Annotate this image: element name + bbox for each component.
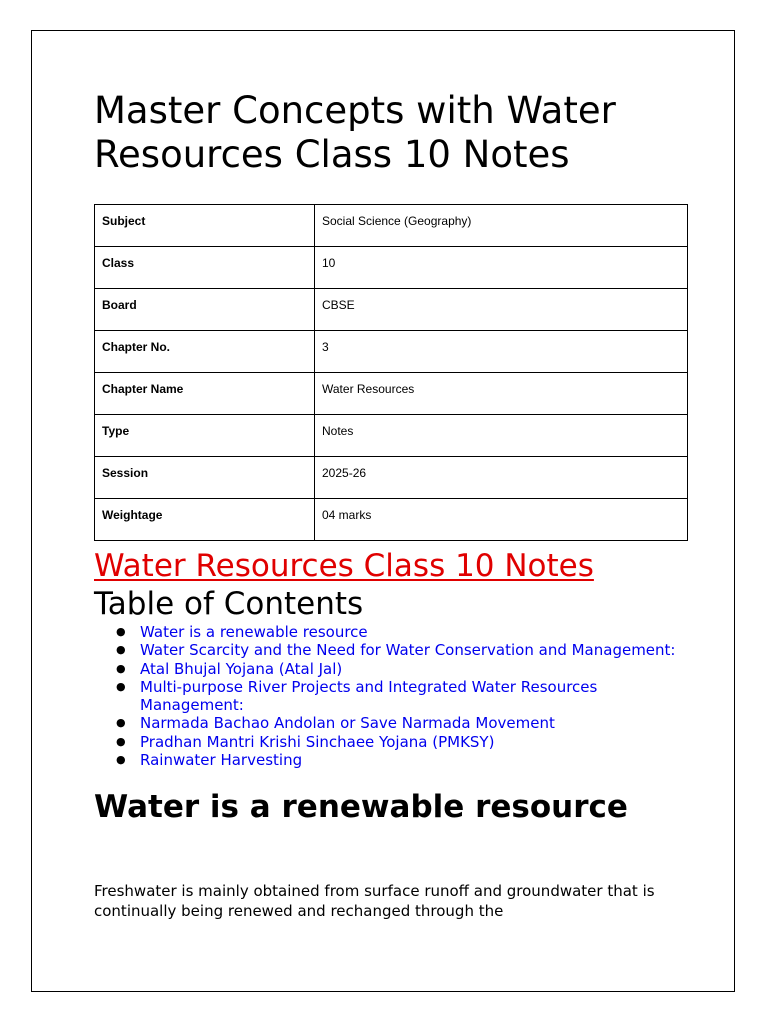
- bullet-dot-icon: ●: [116, 679, 126, 693]
- table-key: Subject: [95, 205, 315, 247]
- bullet-dot-icon: ●: [116, 734, 126, 748]
- table-key: Chapter No.: [95, 331, 315, 373]
- table-key: Type: [95, 415, 315, 457]
- toc-link[interactable]: Narmada Bachao Andolan or Save Narmada Movement: [140, 714, 555, 733]
- bullet-dot-icon: ●: [116, 753, 126, 767]
- table-key: Weightage: [95, 499, 315, 541]
- toc-link[interactable]: Rainwater Harvesting: [140, 751, 303, 770]
- table-key: Chapter Name: [95, 373, 315, 415]
- toc-item: [116, 623, 694, 641]
- toc-item: [116, 641, 694, 660]
- document-page: [31, 30, 735, 992]
- table-key: Session: [95, 457, 315, 499]
- table-value: 10: [315, 247, 688, 289]
- table-row: [95, 457, 688, 499]
- bullet-dot-icon: ●: [116, 661, 126, 675]
- document-title: Master Concepts with Water Resources Class 10 Notes: [94, 89, 616, 176]
- table-row: [95, 499, 688, 541]
- toc-link[interactable]: Water is a renewable resource: [140, 623, 368, 641]
- table-row: [95, 331, 688, 373]
- table-row: [95, 415, 688, 457]
- toc-item: [116, 659, 694, 678]
- table-value: Notes: [315, 415, 688, 457]
- table-value: 04 marks: [315, 499, 688, 541]
- toc-list: [94, 623, 694, 769]
- toc-title: Table of Contents: [94, 586, 364, 622]
- toc-link[interactable]: Water Scarcity and the Need for Water Conservation and Management:: [140, 641, 676, 660]
- table-key: Board: [95, 289, 315, 331]
- table-row: [95, 373, 688, 415]
- table-value: Social Science (Geography): [315, 205, 688, 247]
- table-row: [95, 289, 688, 331]
- table-row: [95, 247, 688, 289]
- toc-link[interactable]: Atal Bhujal Yojana (Atal Jal): [140, 659, 343, 678]
- table-key: Class: [95, 247, 315, 289]
- table-value: CBSE: [315, 289, 688, 331]
- bullet-dot-icon: ●: [116, 625, 126, 638]
- toc-item: [116, 714, 694, 733]
- section-subheading: Water is a renewable resource: [94, 789, 628, 825]
- toc-item: [116, 751, 694, 770]
- bullet-dot-icon: ●: [116, 643, 126, 657]
- table-value: 3: [315, 331, 688, 373]
- table-row: [95, 205, 688, 247]
- toc-item: [116, 732, 694, 751]
- toc-link[interactable]: Pradhan Mantri Krishi Sinchaee Yojana (PMKSY): [140, 732, 495, 751]
- toc-item: [116, 677, 694, 715]
- bullet-dot-icon: ●: [116, 716, 126, 730]
- info-table: [94, 204, 688, 541]
- section-heading-link[interactable]: Water Resources Class 10 Notes: [94, 548, 594, 584]
- toc-link[interactable]: Multi-purpose River Projects and Integrated Water Resources Management:: [140, 677, 598, 715]
- body-paragraph: Freshwater is mainly obtained from surface runoff and groundwater that is continually being renewed and rechanged through the: [94, 882, 655, 920]
- table-value: Water Resources: [315, 373, 688, 415]
- table-value: 2025-26: [315, 457, 688, 499]
